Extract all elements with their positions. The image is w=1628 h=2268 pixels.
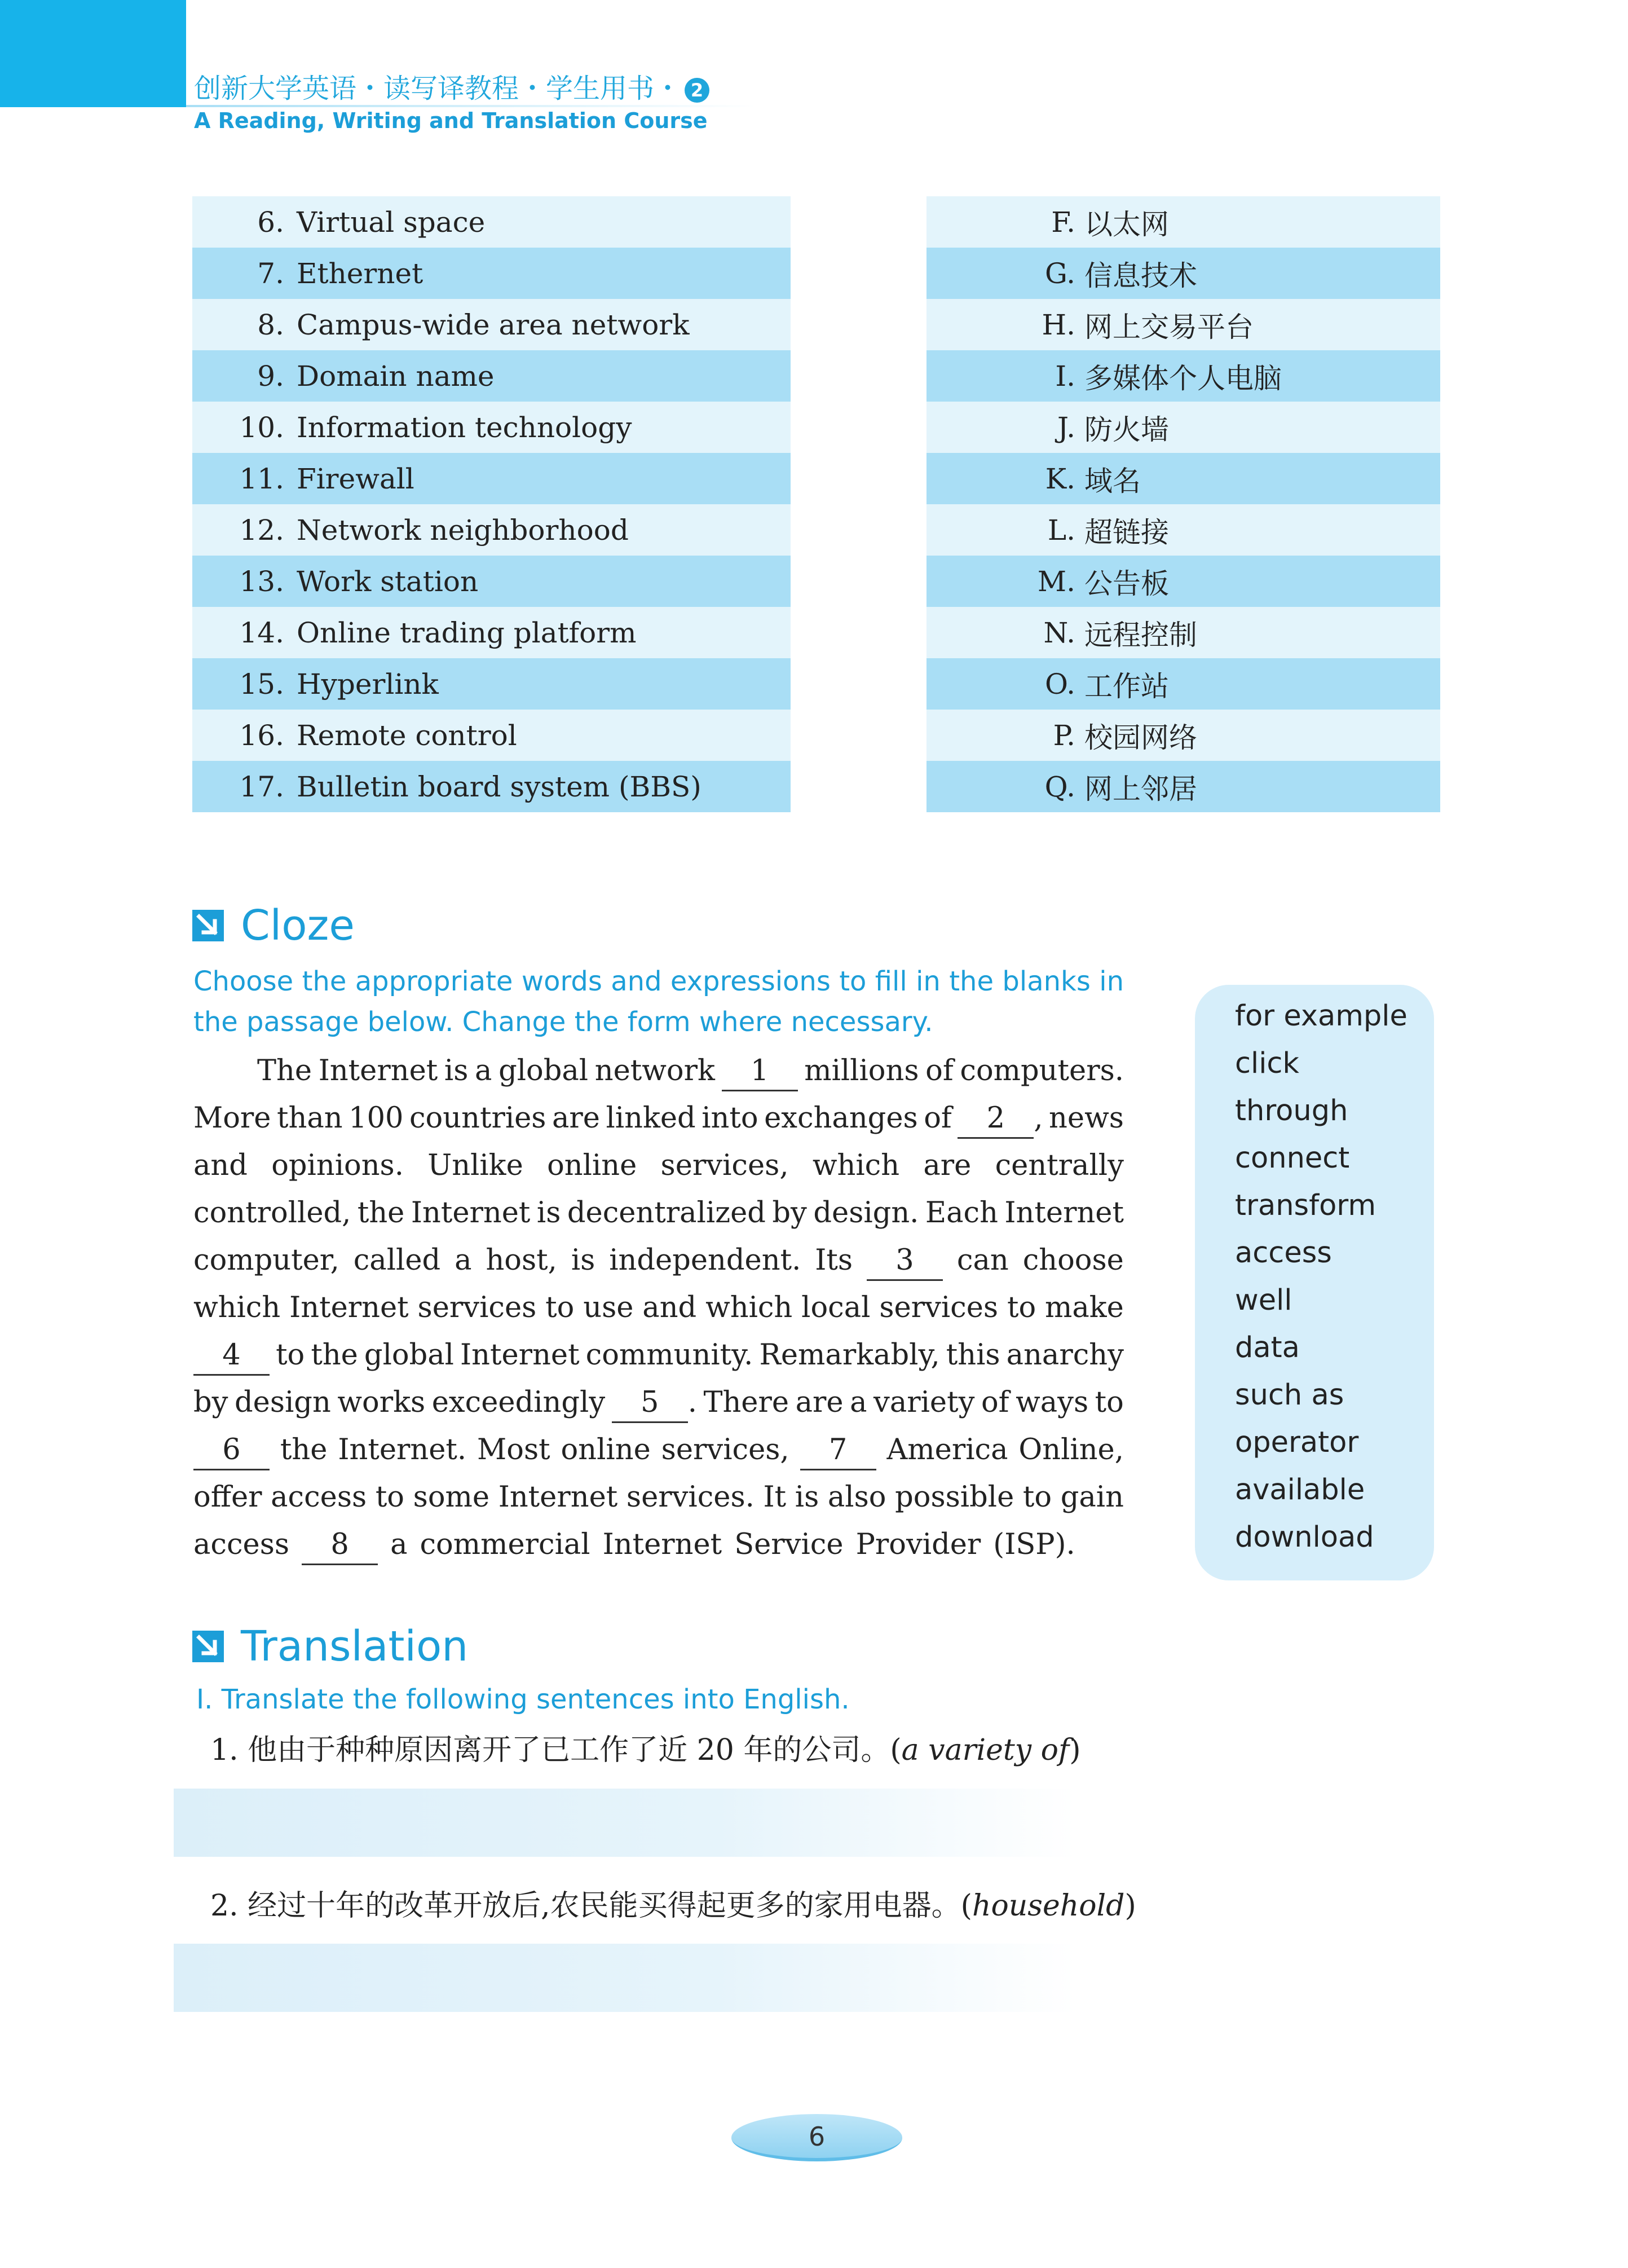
passage-word: independent. (609, 1244, 801, 1277)
vocab-letter: G. (1044, 257, 1075, 290)
vocab-letter: K. (1045, 462, 1075, 495)
vocab-translation-row (926, 710, 1440, 761)
passage-word: called (353, 1244, 441, 1277)
passage-word: design (235, 1386, 331, 1419)
passage-word: Its (815, 1244, 853, 1277)
passage-word: is (444, 1054, 469, 1087)
vocab-translation-row (926, 607, 1440, 658)
vocab-translation-row (926, 556, 1440, 607)
vocab-letter: O. (1045, 667, 1075, 701)
arrow-down-right-icon (192, 1631, 224, 1662)
passage-word: host, (486, 1244, 557, 1277)
passage-word: to (1007, 1291, 1036, 1324)
passage-word: anarchy (1006, 1338, 1124, 1372)
passage-word: of (924, 1102, 952, 1135)
passage-line (193, 1095, 1124, 1142)
word-bank-item: click (1235, 1047, 1299, 1080)
passage-word: of (925, 1054, 954, 1087)
passage-word: 100 (348, 1102, 404, 1135)
arrow-down-right-icon (192, 910, 224, 941)
passage-word: ways (1016, 1386, 1089, 1419)
passage-word: are (923, 1149, 972, 1182)
vocab-term-row (192, 556, 791, 607)
vocab-term: Virtual space (297, 205, 486, 239)
vocab-translation: 远程控制 (1084, 618, 1197, 651)
vocab-term-number: 14. (239, 616, 284, 649)
word-bank-item: well (1235, 1284, 1292, 1317)
header-title-cn: 创新大学英语・读写译教程・学生用书・ 2 (194, 67, 709, 105)
vocab-term-row (192, 504, 791, 556)
answer-field-2[interactable] (174, 1944, 1076, 2012)
passage-word: variety (873, 1386, 975, 1419)
vocab-translation-row (926, 350, 1440, 402)
vocab-term: Online trading platform (297, 616, 637, 649)
translation-sentence-2: 2. 经过十年的改革开放后,农民能买得起更多的家用电器。(household) (210, 1889, 1136, 1923)
vocab-term-number: 7. (257, 257, 284, 290)
passage-word: is (536, 1196, 561, 1230)
passage-word: Most (477, 1433, 550, 1467)
passage-word: exceedingly (431, 1386, 606, 1419)
passage-word: are (552, 1102, 600, 1135)
word-bank-item: connect (1235, 1142, 1350, 1175)
passage-word: to (545, 1291, 575, 1324)
vocab-translation: 网上交易平台 (1084, 310, 1254, 343)
vocab-term-number: 10. (239, 411, 284, 444)
vocab-letter: H. (1042, 308, 1075, 341)
cloze-blank[interactable]: 4 (193, 1337, 270, 1376)
passage-word: use (583, 1291, 634, 1324)
word-bank-item: operator (1235, 1426, 1359, 1459)
passage-word: a (475, 1054, 492, 1087)
passage-word: to (1022, 1481, 1052, 1514)
passage-word: (ISP). (993, 1528, 1075, 1561)
cloze-blank-token (722, 1047, 798, 1095)
vocab-translation: 域名 (1084, 464, 1141, 497)
vocab-translation: 工作站 (1084, 670, 1169, 703)
passage-word: the (280, 1433, 328, 1467)
passage-word: gain (1060, 1481, 1124, 1514)
answer-field-1[interactable] (174, 1789, 1076, 1857)
vocab-term-number: 9. (257, 359, 284, 393)
vocab-translations-table (926, 196, 1440, 812)
passage-word: are (795, 1386, 844, 1419)
vocab-translation-row (926, 248, 1440, 299)
vocab-term-number: 15. (239, 667, 284, 701)
translation-title: Translation (241, 1622, 469, 1671)
passage-word: More (193, 1102, 271, 1135)
vocab-term-row (192, 710, 791, 761)
passage-word: It (763, 1481, 787, 1514)
word-bank-item: data (1235, 1331, 1300, 1364)
passage-word: the (311, 1338, 358, 1372)
passage-word: by (772, 1196, 807, 1230)
passage-word: is (571, 1244, 595, 1277)
passage-word: Internet (289, 1291, 409, 1324)
vocab-term-number: 12. (239, 513, 284, 547)
passage-word: centrally (995, 1149, 1124, 1182)
passage-word: countries (409, 1102, 546, 1135)
vocab-term-row (192, 350, 791, 402)
word-bank (1195, 985, 1434, 1580)
passage-word: which (812, 1149, 900, 1182)
vocab-term-row (192, 658, 791, 710)
cloze-blank[interactable]: 3 (867, 1242, 943, 1281)
passage-word: a (850, 1386, 867, 1419)
vocab-term-row (192, 761, 791, 812)
passage-word: local (801, 1291, 871, 1324)
passage-word: online (561, 1433, 651, 1467)
vocab-term-number: 8. (257, 308, 284, 341)
cloze-blank[interactable]: 6 (193, 1432, 270, 1470)
vocab-translation: 超链接 (1084, 516, 1169, 549)
passage-word: the (357, 1196, 405, 1230)
passage-word: of (981, 1386, 1009, 1419)
vocab-letter: I. (1055, 359, 1075, 393)
passage-word: and (193, 1149, 248, 1182)
passage-word: Unlike (427, 1149, 523, 1182)
passage-word: also (827, 1481, 886, 1514)
word-bank-item: access (1235, 1236, 1332, 1270)
cloze-passage (193, 1047, 1124, 1569)
vocab-translation: 校园网络 (1084, 721, 1197, 754)
cloze-blank-token (193, 1332, 270, 1379)
passage-word: and (642, 1291, 697, 1324)
cloze-blank[interactable]: 1 (722, 1052, 798, 1091)
vocab-term-row (192, 248, 791, 299)
passage-word: Each (925, 1196, 998, 1230)
vocab-translation-row (926, 761, 1440, 812)
passage-word: services. (626, 1481, 755, 1514)
vocab-letter: M. (1037, 565, 1075, 598)
vocab-translation-row (926, 453, 1440, 504)
passage-word: exchanges (764, 1102, 918, 1135)
vocab-terms-table (192, 196, 791, 812)
vocab-term-number: 17. (239, 770, 284, 803)
passage-word: Internet (498, 1481, 618, 1514)
passage-word: by (193, 1386, 228, 1419)
passage-word: offer (193, 1481, 262, 1514)
passage-word: There (703, 1386, 789, 1419)
passage-word: opinions. (271, 1149, 404, 1182)
passage-line (193, 1426, 1124, 1474)
vocab-term: Network neighborhood (297, 513, 629, 547)
passage-word: global (498, 1054, 589, 1087)
passage-word: Online, (1018, 1433, 1124, 1467)
passage-word: access (271, 1481, 367, 1514)
passage-word: Internet (318, 1054, 438, 1087)
vocab-letter: P. (1053, 719, 1075, 752)
vocab-term-row (192, 402, 791, 453)
vocab-letter: J. (1057, 411, 1075, 444)
vocab-translation: 公告板 (1084, 567, 1169, 600)
passage-line (193, 1521, 1124, 1569)
passage-word: can (956, 1244, 1009, 1277)
passage-word: possible (895, 1481, 1014, 1514)
vocab-translation-row (926, 658, 1440, 710)
passage-word: Remarkably, (759, 1338, 940, 1372)
passage-word: Service (734, 1528, 844, 1561)
passage-word: which (705, 1291, 793, 1324)
passage-word: to (1095, 1386, 1124, 1419)
passage-word: works (337, 1386, 426, 1419)
passage-word: services, (661, 1433, 789, 1467)
vocab-term: Hyperlink (297, 667, 439, 701)
vocab-term: Domain name (297, 359, 495, 393)
cloze-blank-token (800, 1426, 876, 1474)
vocab-term-number: 11. (239, 462, 284, 495)
vocab-translation: 多媒体个人电脑 (1084, 362, 1282, 395)
volume-badge: 2 (685, 78, 709, 103)
vocab-term: Work station (297, 565, 479, 598)
cloze-blank[interactable]: 2 (958, 1100, 1034, 1139)
passage-word: a (455, 1244, 472, 1277)
passage-word: community. (585, 1338, 753, 1372)
passage-line (193, 1047, 1124, 1095)
passage-word: some (413, 1481, 490, 1514)
vocab-translation-row (926, 402, 1440, 453)
passage-line (193, 1332, 1124, 1379)
passage-word: this (946, 1338, 1000, 1372)
passage-word: network (594, 1054, 715, 1087)
vocab-term-row (192, 196, 791, 248)
passage-word: a (390, 1528, 408, 1561)
cloze-blank-token (867, 1237, 943, 1284)
word-bank-item: download (1235, 1521, 1374, 1554)
passage-word: Internet. (338, 1433, 467, 1467)
passage-word: services (879, 1291, 999, 1324)
vocab-term: Remote control (297, 719, 517, 752)
passage-word: to (276, 1338, 305, 1372)
passage-word: access (193, 1528, 290, 1561)
vocab-term-row (192, 299, 791, 350)
passage-line (193, 1237, 1124, 1284)
cloze-blank-token (193, 1426, 270, 1474)
passage-word: commercial (420, 1528, 590, 1561)
cloze-blank[interactable]: 8 (302, 1526, 378, 1565)
passage-word: is (795, 1481, 819, 1514)
cloze-blank-token (302, 1521, 378, 1569)
passage-word: into (702, 1102, 758, 1135)
cloze-heading (192, 901, 355, 950)
passage-line (193, 1379, 1124, 1426)
vocab-letter: Q. (1044, 770, 1075, 803)
passage-word: millions (804, 1054, 919, 1087)
passage-word: Provider (855, 1528, 981, 1561)
vocab-translation-row (926, 504, 1440, 556)
vocab-letter: F. (1051, 205, 1075, 239)
vocab-translation: 防火墙 (1084, 413, 1169, 446)
vocab-translation: 网上邻居 (1084, 772, 1197, 805)
cloze-blank[interactable]: 7 (800, 1432, 876, 1470)
passage-word: computers. (960, 1054, 1124, 1087)
passage-word: Internet (460, 1338, 580, 1372)
passage-word: choose (1022, 1244, 1124, 1277)
passage-word: The (257, 1054, 312, 1087)
word-bank-item: such as (1235, 1379, 1344, 1412)
cloze-instruction: Choose the appropriate words and expressions to fill in the blanks in the passage below. Change the form where necessary. (193, 966, 1124, 1038)
vocab-translation-row (926, 196, 1440, 248)
translation-heading (192, 1622, 468, 1671)
vocab-term-row (192, 453, 791, 504)
header-color-block (0, 0, 186, 107)
passage-word: which (193, 1291, 281, 1324)
vocab-term-number: 13. (239, 565, 284, 598)
passage-line (193, 1474, 1124, 1521)
passage-word: make (1045, 1291, 1124, 1324)
passage-word: online (547, 1149, 637, 1182)
vocab-letter: N. (1043, 616, 1075, 649)
word-bank-item: transform (1235, 1189, 1376, 1222)
cloze-blank[interactable]: 5 (612, 1384, 688, 1423)
vocab-term: Ethernet (297, 257, 423, 290)
cloze-title: Cloze (241, 901, 355, 950)
vocab-letter: L. (1047, 513, 1075, 547)
vocab-translation-row (926, 299, 1440, 350)
passage-line (193, 1142, 1124, 1190)
passage-word: Internet (411, 1196, 531, 1230)
passage-word: design. (813, 1196, 919, 1230)
word-bank-item: available (1235, 1473, 1365, 1507)
passage-word: services (417, 1291, 537, 1324)
vocab-term: Campus-wide area network (297, 308, 690, 341)
word-bank-item: for example (1235, 999, 1408, 1033)
vocab-term: Information technology (297, 411, 632, 444)
passage-word: Internet (1004, 1196, 1124, 1230)
passage-word: linked (606, 1102, 696, 1135)
passage-word: decentralized (567, 1196, 766, 1230)
header-title-en: A Reading, Writing and Translation Course (194, 108, 708, 133)
passage-line (193, 1284, 1124, 1332)
passage-word: controlled, (193, 1196, 351, 1230)
vocab-term-number: 6. (257, 205, 284, 239)
cloze-blank-token: 2 , (958, 1095, 1043, 1142)
word-bank-item: through (1235, 1094, 1348, 1128)
vocab-term: Firewall (297, 462, 414, 495)
passage-line (193, 1190, 1124, 1237)
vocab-term-number: 16. (239, 719, 284, 752)
passage-word: to (375, 1481, 405, 1514)
passage-word: services, (660, 1149, 789, 1182)
vocab-term: Bulletin board system (BBS) (297, 770, 702, 803)
translation-sentence-1: 1. 他由于种种原因离开了已工作了近 20 年的公司。(a variety of) (210, 1733, 1081, 1767)
translation-subtitle: Ⅰ. Translate the following sentences into English. (196, 1684, 850, 1715)
passage-word: than (277, 1102, 343, 1135)
passage-word: Internet (602, 1528, 722, 1561)
vocab-translation: 以太网 (1084, 208, 1169, 241)
passage-word: news (1049, 1102, 1124, 1135)
vocab-term-row (192, 607, 791, 658)
vocab-translation: 信息技术 (1084, 259, 1197, 292)
page-number: 6 (731, 2114, 902, 2161)
passage-word: America (886, 1433, 1008, 1467)
passage-word: computer, (193, 1244, 339, 1277)
passage-word: global (364, 1338, 454, 1372)
cloze-blank-token: 5 . (612, 1379, 697, 1426)
